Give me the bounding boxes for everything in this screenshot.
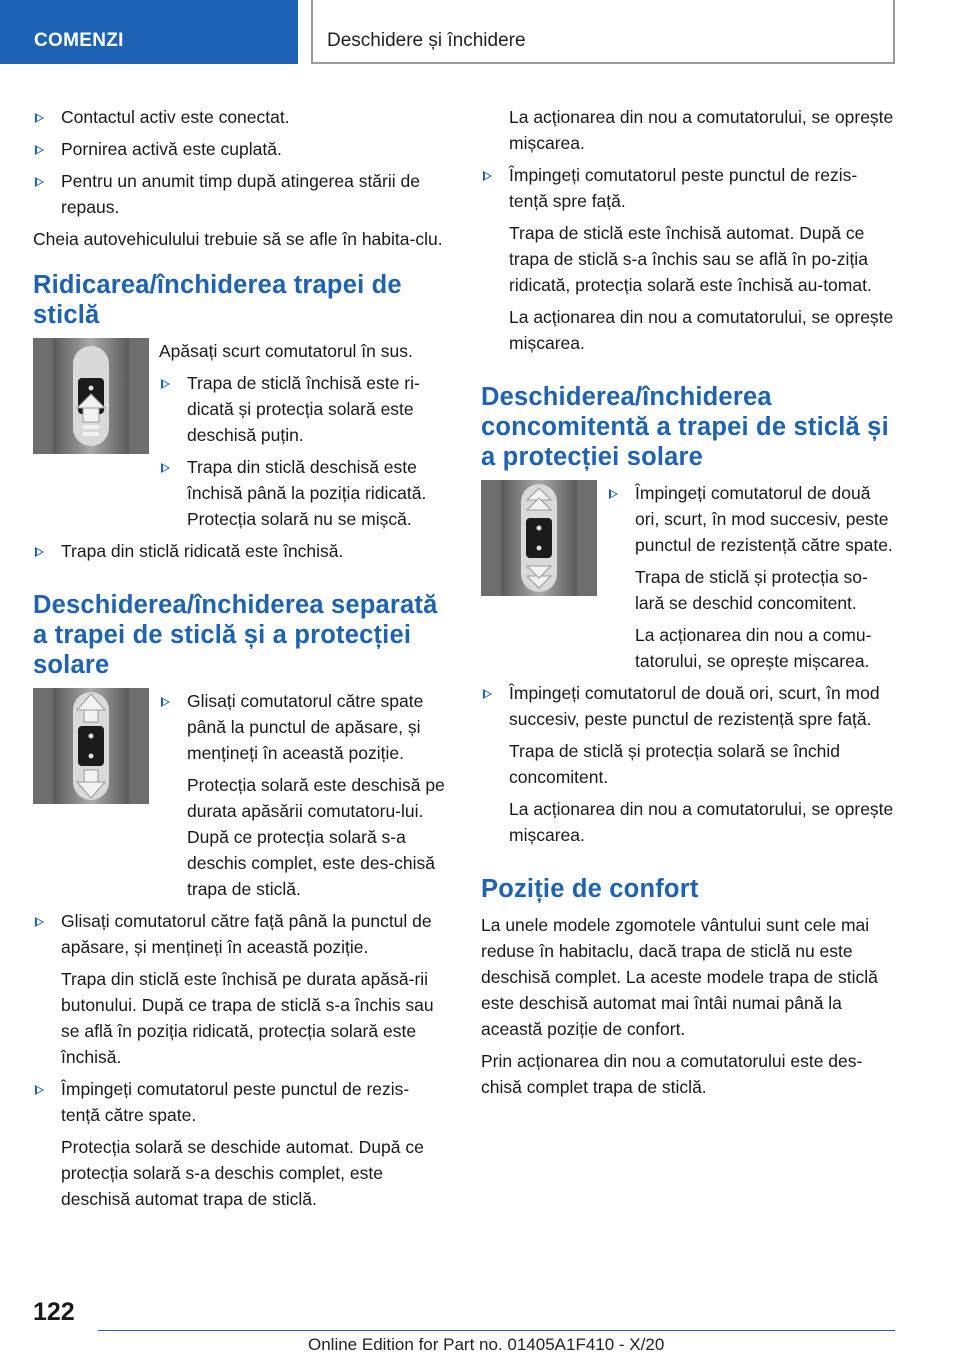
switch-updown-illustration [33,688,149,804]
figure-block-raise [33,338,448,532]
footer-divider [98,1330,895,1331]
list-item: Glisați comutatorul către spate până la punctul de apăsare, și mențineți în această poziție. [159,688,448,766]
list-item: Împingeți comutatorul de două ori, scurt, în mod succesiv, peste punctul de rezistență spre față. [481,680,896,732]
bullet-triangle-icon [35,547,44,557]
list-item: Împingeți comutatorul de două ori, scurt, în mod succesiv, peste punctul de rezistență către spate. [607,480,896,558]
chapter-tab: COMENZI [0,0,298,64]
figure-block-separate [33,688,448,902]
list-item: Împingeți comutatorul peste punctul de rezis-tență către spate. [33,1076,448,1128]
bullet-triangle-icon [161,697,170,707]
list-item-detail: Trapa de sticlă și protecția so-lară se deschid concomitent. [635,567,868,613]
list-item: Pentru un anumit timp după atingerea stării de repaus. [33,168,448,220]
list-item-detail: Protecția solară se deschide automat. După ce protecția solară s-a deschis complet, este deschisă automat trapa de sticlă. [61,1137,424,1209]
list-item-detail: Protecția solară este deschisă pe durata apăsării comutatoru-lui. După ce protecția solară s-a deschis complet, este des-chisă trapa de sticlă. [187,775,445,899]
list-item: Trapa de sticlă închisă este ri-dicată și protecția solară este deschisă puțin. [159,370,448,448]
intro-text: Apăsați scurt comutatorul în sus. [159,341,413,361]
list-item: Trapa din sticlă deschisă este închisă până la poziția ridicată. Protecția solară nu se mișcă. [159,454,448,532]
list-item: Glisați comutatorul către față până la punctul de apăsare, și mențineți în această poziție. [33,908,448,960]
bullet-triangle-icon [483,171,492,181]
edition-footer: Online Edition for Part no. 01405A1F410 - X/20 [308,1335,665,1354]
bullet-triangle-icon [35,177,44,187]
bullet-triangle-icon [483,689,492,699]
bullet-triangle-icon [35,145,44,155]
heading-comfort: Poziție de confort [481,875,699,903]
list-item-detail: Trapa de sticlă și protecția solară se închid concomitent. [509,741,841,787]
list-item: Împingeți comutatorul peste punctul de rezis-tență spre față. [481,162,896,214]
list-item-detail: La acționarea din nou a comu-tatorului, se oprește mișcarea. [635,625,872,671]
figure-block-concurrent [481,480,896,674]
switch-double-illustration [481,480,597,596]
right-column [481,104,896,1106]
bullet-triangle-icon [35,917,44,927]
heading-separate: Deschiderea/închiderea separată a trapei de sticlă și a protecției solare [33,591,438,679]
bullet-triangle-icon [161,463,170,473]
bullet-triangle-icon [35,113,44,123]
list-item: Contactul activ este conectat. [33,104,448,130]
heading-concurrent: Deschiderea/închiderea concomitentă a trapei de sticlă și a protecției solare [481,383,889,471]
list-item-detail: La acționarea din nou a comutatorului, se oprește mișcarea. [509,799,894,845]
bullet-triangle-icon [161,379,170,389]
bullet-triangle-icon [609,489,618,499]
bullet-triangle-icon [35,1085,44,1095]
paragraph: Prin acționarea din nou a comutatorului este des-chisă complet trapa de sticlă. [481,1051,863,1097]
paragraph: La unele modele zgomotele vântului sunt cele mai reduse în habitaclu, dacă trapa de sticlă nu este deschisă complet. La aceste modele trapa de sticlă este deschisă automat mai întâi numai până la această poziție de confort. [481,915,878,1039]
switch-up-illustration [33,338,149,454]
page-number: 122 [33,1298,75,1326]
list-item-detail: Trapa din sticlă este închisă pe durata apăsă-rii butonului. După ce trapa de sticlă s-a închis sau se află în poziția ridicată, protecția solară este închisă. [61,969,434,1067]
list-item: Trapa din sticlă ridicată este închisă. [33,538,448,564]
list-item-detail: La acționarea din nou a comutatorului, se oprește mișcarea. [509,107,894,153]
list-item-detail: Trapa de sticlă este închisă automat. După ce trapa de sticlă s-a închis sau se află în po-ziția ridicată, protecția solară este închisă au-tomat. [509,223,872,295]
left-column [33,104,448,1218]
topic-header: Deschidere și închidere [311,0,895,64]
key-note: Cheia autovehiculului trebuie să se afle în habita-clu. [33,229,443,249]
list-item: Pornirea activă este cuplată. [33,136,448,162]
list-item-detail: La acționarea din nou a comutatorului, se oprește mișcarea. [509,307,894,353]
heading-raise-close: Ridicarea/închiderea trapei de sticlă [33,271,402,329]
